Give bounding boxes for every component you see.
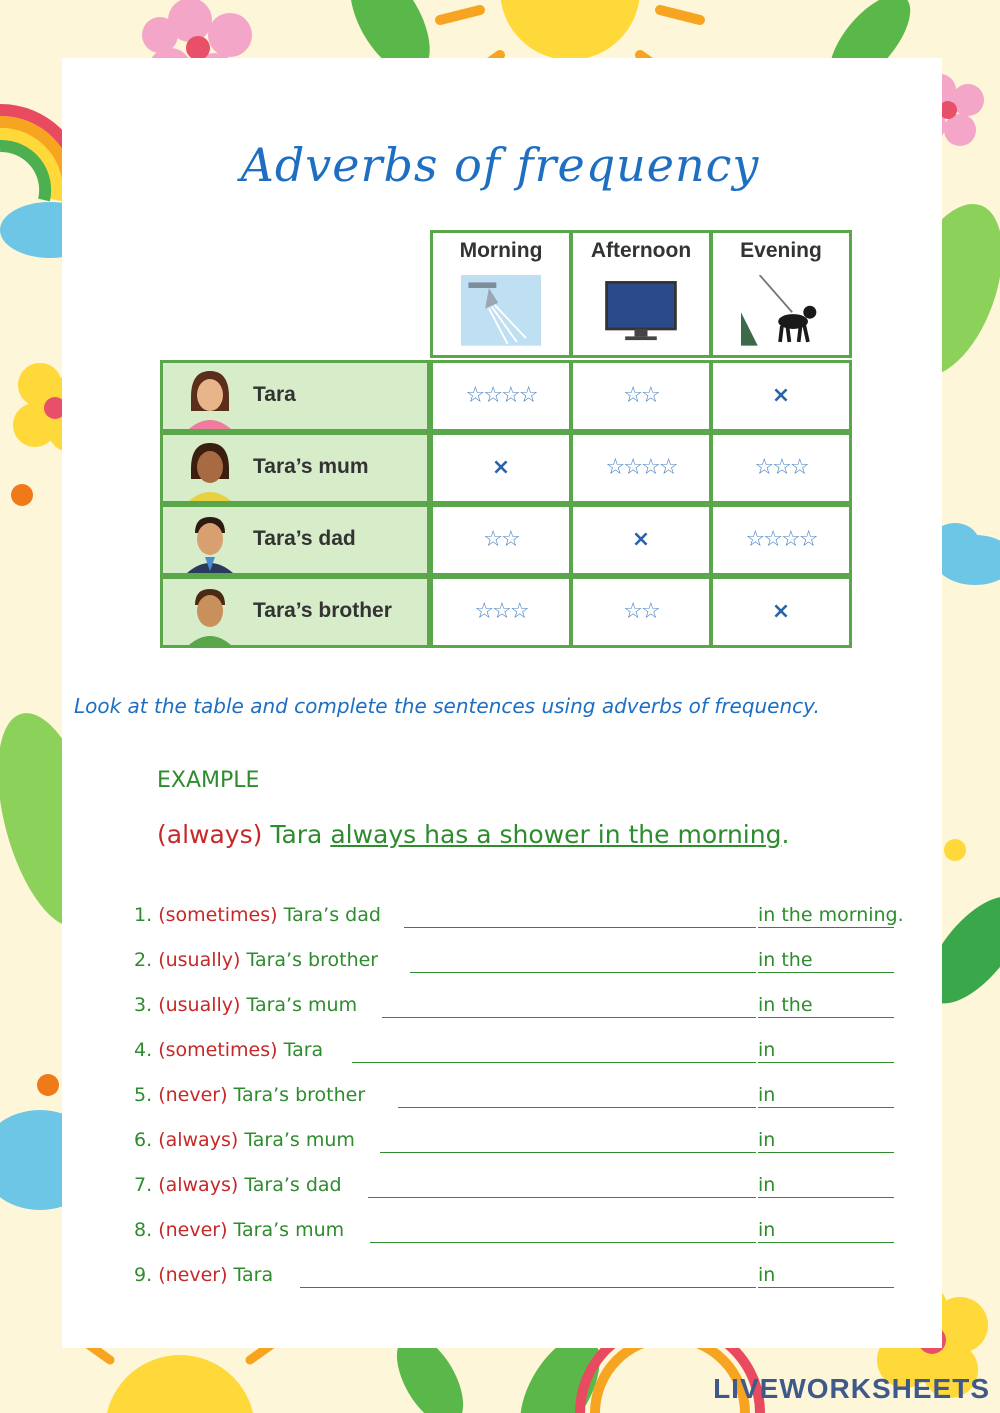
page-title: Adverbs of frequency [240,138,760,192]
column-header-afternoon [570,230,712,358]
rating-cell: ☆☆ [570,360,712,432]
exercise-item [134,1264,904,1294]
exercise-item [134,1219,904,1249]
item-adverb: (never) [158,1084,228,1106]
item-number: 8. [134,1219,153,1241]
column-label: Evening [740,239,822,262]
rating-cell: ☆☆ [430,504,572,576]
avatar-tara-mum [183,439,237,501]
item-number: 6. [134,1129,153,1151]
brand-logo: LIVEWORKSHEETS [713,1373,990,1404]
table-row [160,432,852,504]
name-cell [160,360,430,432]
tail-blank[interactable] [758,1287,894,1288]
answer-blank[interactable] [370,1242,756,1243]
answer-blank[interactable] [382,1017,756,1018]
exercise-item [134,904,904,934]
item-tail: in [758,1264,776,1286]
example-end: . [781,820,790,849]
item-number: 4. [134,1039,153,1061]
item-tail: in the [758,949,813,971]
item-tail: in [758,1129,776,1151]
tail-blank[interactable] [758,1197,894,1198]
item-subject: Tara [233,1264,274,1286]
monitor-icon [601,275,681,346]
item-prompt [134,1129,355,1151]
item-prompt [134,1219,344,1241]
answer-blank[interactable] [398,1107,756,1108]
example-heading: EXAMPLE [157,768,260,793]
item-prompt [134,1039,323,1061]
rating-cell: × [570,504,712,576]
item-prompt [134,904,381,926]
item-number: 5. [134,1084,153,1106]
rating-cell: ☆☆☆☆ [570,432,712,504]
item-adverb: (usually) [158,949,241,971]
row-name: Tara [253,383,296,406]
item-prompt [134,1084,365,1106]
item-prompt [134,1264,273,1286]
avatar-tara-dad [183,511,237,573]
item-tail: in [758,1219,776,1241]
dog-walk-icon [741,275,821,346]
answer-blank[interactable] [410,972,756,973]
item-number: 9. [134,1264,153,1286]
rating-cell: ☆☆☆ [710,432,852,504]
item-tail: in the [758,994,813,1016]
instruction-text: Look at the table and complete the sentences using adverbs of frequency. [74,694,820,718]
item-tail: in [758,1174,776,1196]
item-subject: Tara [283,1039,324,1061]
answer-blank[interactable] [352,1062,756,1063]
answer-blank[interactable] [404,927,756,928]
example-subject: Tara [270,820,323,849]
item-subject: Tara’s mum [246,994,358,1016]
tail-blank[interactable] [758,1107,894,1108]
answer-blank[interactable] [380,1152,756,1153]
item-adverb: (always) [158,1174,239,1196]
row-name: Tara’s dad [253,527,356,550]
tail-blank[interactable] [758,1242,894,1243]
exercise-item [134,1039,904,1069]
example-sentence [157,820,789,849]
answer-blank[interactable] [300,1287,756,1288]
table-row [160,504,852,576]
rating-cell: × [430,432,572,504]
avatar-tara-brother [183,583,237,645]
answer-blank[interactable] [368,1197,756,1198]
item-number: 7. [134,1174,153,1196]
item-subject: Tara’s mum [233,1219,345,1241]
name-cell [160,504,430,576]
item-subject: Tara’s brother [246,949,379,971]
item-tail: in the morning. [758,904,904,926]
column-label: Morning [459,239,543,262]
table-row [160,360,852,432]
rating-cell: ☆☆ [570,576,712,648]
item-adverb: (never) [158,1264,228,1286]
item-tail: in [758,1084,776,1106]
item-number: 2. [134,949,153,971]
name-cell [160,576,430,648]
item-subject: Tara’s mum [244,1129,355,1151]
row-name: Tara’s brother [253,599,392,622]
item-number: 3. [134,994,153,1016]
item-adverb: (usually) [158,994,241,1016]
item-number: 1. [134,904,153,926]
exercise-item [134,994,904,1024]
shower-icon [461,275,541,346]
tail-blank[interactable] [758,1152,894,1153]
example-adverb: (always) [157,820,263,849]
tail-blank[interactable] [758,1062,894,1063]
avatar-tara [183,367,237,429]
item-subject: Tara’s dad [244,1174,342,1196]
rating-cell: × [710,576,852,648]
item-adverb: (sometimes) [158,1039,278,1061]
table-row [160,576,852,648]
item-adverb: (sometimes) [158,904,278,926]
exercise-item [134,1129,904,1159]
example-answer: always has a shower in the morning [330,820,782,849]
tail-blank[interactable] [758,972,894,973]
item-prompt [134,994,357,1016]
exercise-item [134,1084,904,1114]
rating-cell: × [710,360,852,432]
tail-blank[interactable] [758,1017,894,1018]
tail-underline [758,927,894,928]
item-subject: Tara’s brother [233,1084,366,1106]
column-label: Afternoon [590,239,692,262]
column-header-morning [430,230,572,358]
column-header-evening [710,230,852,358]
item-adverb: (always) [158,1129,239,1151]
item-prompt [134,949,378,971]
rating-cell: ☆☆☆ [430,576,572,648]
item-subject: Tara’s dad [283,904,381,926]
frequency-table [160,230,852,648]
name-cell [160,432,430,504]
item-tail: in [758,1039,776,1061]
item-adverb: (never) [158,1219,228,1241]
exercise-item [134,949,904,979]
rating-cell: ☆☆☆☆ [710,504,852,576]
item-prompt [134,1174,342,1196]
exercise-item [134,1174,904,1204]
row-name: Tara’s mum [253,455,369,478]
rating-cell: ☆☆☆☆ [430,360,572,432]
